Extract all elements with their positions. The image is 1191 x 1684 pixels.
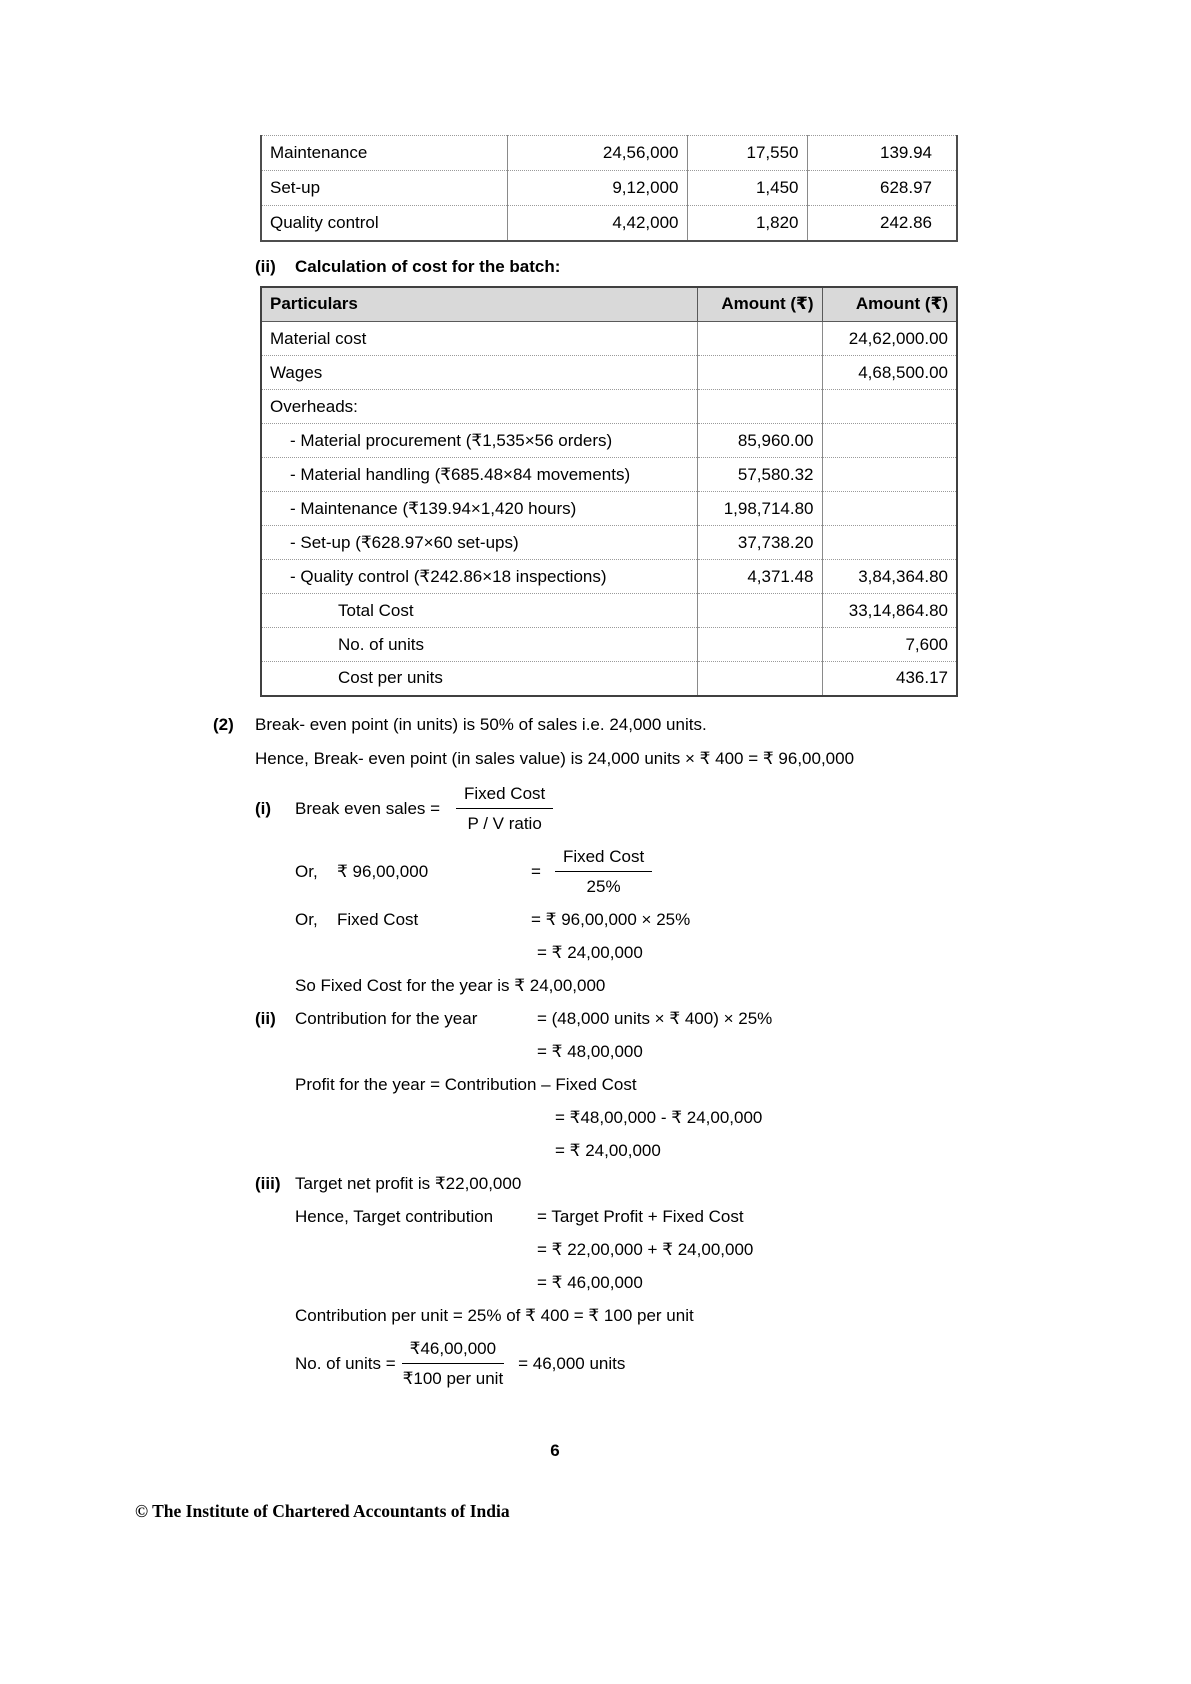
table-row <box>261 136 957 171</box>
point-2 <box>213 713 1191 770</box>
table-cell: 33,14,864.80 <box>822 594 957 628</box>
table-cell: - Set-up (₹628.97×60 set-ups) <box>261 526 697 560</box>
table-header-row <box>261 287 957 322</box>
table-cell <box>697 594 822 628</box>
fraction-numerator: Fixed Cost <box>456 782 553 809</box>
table-row <box>261 390 957 424</box>
table-cell: 3,84,364.80 <box>822 560 957 594</box>
part-i-result <box>255 941 1191 964</box>
table-cell <box>822 526 957 560</box>
table-cell: 4,42,000 <box>507 206 687 241</box>
table-cell: 37,738.20 <box>697 526 822 560</box>
section-marker: (ii) <box>255 256 276 276</box>
equation-lhs: Contribution for the year <box>295 1008 478 1028</box>
overhead-rates-table <box>260 135 958 242</box>
table-cell: Wages <box>261 356 697 390</box>
solution-steps <box>255 782 1191 1390</box>
table-cell: 57,580.32 <box>697 458 822 492</box>
table-cell: Material cost <box>261 322 697 356</box>
equation-result: = ₹ 22,00,000 + ₹ 24,00,000 <box>537 1239 754 1259</box>
batch-cost-table <box>260 286 958 697</box>
conclusion-text: So Fixed Cost for the year is ₹ 24,00,000 <box>295 975 606 995</box>
fraction-denominator: ₹100 per unit <box>402 1368 504 1388</box>
intro-text: Target net profit is ₹22,00,000 <box>295 1173 522 1193</box>
part-ii-calc-1 <box>255 1106 1191 1129</box>
table-row <box>261 424 957 458</box>
table-cell: - Material handling (₹685.48×84 movements) <box>261 458 697 492</box>
part-iii-calc-2 <box>255 1271 1191 1294</box>
table-cell: Total Cost <box>261 594 697 628</box>
part-ii-equation <box>255 1007 1191 1030</box>
table-cell <box>697 628 822 662</box>
equation-lhs: Break even sales = <box>295 798 441 818</box>
fraction <box>555 845 652 898</box>
table-cell <box>822 458 957 492</box>
equation-text: Contribution per unit = 25% of ₹ 400 = ₹ 100 per unit <box>295 1305 694 1325</box>
table-cell: 1,450 <box>687 171 807 206</box>
fraction <box>456 782 553 835</box>
table-cell <box>822 492 957 526</box>
section-heading <box>255 255 1191 278</box>
point-2-line-2: Hence, Break- even point (in sales value) is 24,000 units × ₹ 400 = ₹ 96,00,000 <box>255 748 855 768</box>
table-row <box>261 322 957 356</box>
part-i-or-2 <box>255 908 1191 931</box>
table-cell <box>697 322 822 356</box>
section-title: Calculation of cost for the batch: <box>295 256 561 276</box>
table-cell: 1,98,714.80 <box>697 492 822 526</box>
table-row <box>261 594 957 628</box>
part-i-marker: (i) <box>255 798 272 818</box>
table-cell <box>697 356 822 390</box>
table-cell: 24,56,000 <box>507 136 687 171</box>
equation-text: Profit for the year = Contribution – Fixed Cost <box>295 1074 637 1094</box>
table-cell: Set-up <box>261 171 507 206</box>
table-cell <box>822 390 957 424</box>
part-iii-marker: (iii) <box>255 1173 281 1193</box>
equation-lhs: ₹ 96,00,000 <box>337 861 429 881</box>
table-cell: Maintenance <box>261 136 507 171</box>
table-cell: Cost per units <box>261 662 697 696</box>
equation-result: = ₹ 24,00,000 <box>537 942 643 962</box>
part-ii-marker: (ii) <box>255 1008 276 1028</box>
part-iii-intro <box>255 1172 1191 1195</box>
units-equation <box>255 1337 1191 1390</box>
table-row <box>261 356 957 390</box>
part-i-equation <box>255 782 1191 835</box>
table-cell <box>822 424 957 458</box>
fraction-denominator: 25% <box>586 876 621 896</box>
column-header: Amount (₹) <box>822 287 957 322</box>
part-i-conclusion <box>255 974 1191 997</box>
equation-result: = ₹ 48,00,000 <box>537 1041 643 1061</box>
table-row <box>261 628 957 662</box>
equation-rhs: = (48,000 units × ₹ 400) × 25% <box>537 1008 773 1028</box>
table-cell <box>697 390 822 424</box>
table-cell: 9,12,000 <box>507 171 687 206</box>
table-cell: Quality control <box>261 206 507 241</box>
table-row <box>261 206 957 241</box>
table-cell: 242.86 <box>807 206 957 241</box>
table-cell: 17,550 <box>687 136 807 171</box>
fraction-numerator: Fixed Cost <box>555 845 652 872</box>
part-ii-profit-line <box>255 1073 1191 1096</box>
table-cell: 4,371.48 <box>697 560 822 594</box>
table-row <box>261 526 957 560</box>
part-i-or-1 <box>255 845 1191 898</box>
table-row <box>261 458 957 492</box>
part-ii-result <box>255 1040 1191 1063</box>
point-2-marker: (2) <box>213 714 234 734</box>
table-cell: 85,960.00 <box>697 424 822 458</box>
table-cell: 139.94 <box>807 136 957 171</box>
table-cell: - Maintenance (₹139.94×1,420 hours) <box>261 492 697 526</box>
equation-rhs: = Target Profit + Fixed Cost <box>537 1206 744 1226</box>
table-cell: 24,62,000.00 <box>822 322 957 356</box>
table-row <box>261 560 957 594</box>
equation-result: = ₹ 24,00,000 <box>555 1140 661 1160</box>
equation-result: = 46,000 units <box>518 1353 626 1373</box>
part-iii-calc-1 <box>255 1238 1191 1261</box>
equation-result: = ₹ 46,00,000 <box>537 1272 643 1292</box>
page-number: 6 <box>550 1441 560 1460</box>
table-cell: No. of units <box>261 628 697 662</box>
table-cell: 1,820 <box>687 206 807 241</box>
copyright-footer: © The Institute of Chartered Accountants of India <box>135 1501 510 1521</box>
or-label: Or, <box>295 861 318 881</box>
fraction-denominator: P / V ratio <box>467 813 542 833</box>
equation-rhs: = ₹ 96,00,000 × 25% <box>531 909 691 929</box>
fraction-numerator: ₹46,00,000 <box>402 1337 504 1364</box>
equation-lhs: Hence, Target contribution <box>295 1206 494 1226</box>
fraction <box>402 1337 504 1390</box>
part-ii-calc-2 <box>255 1139 1191 1162</box>
table-cell: 628.97 <box>807 171 957 206</box>
equals-sign: = <box>531 861 541 881</box>
equation-lhs: No. of units = <box>295 1353 396 1373</box>
equation-result: = ₹48,00,000 - ₹ 24,00,000 <box>555 1107 763 1127</box>
or-label: Or, <box>295 909 318 929</box>
part-iii-equation <box>255 1205 1191 1228</box>
table-cell: 7,600 <box>822 628 957 662</box>
table-cell: - Material procurement (₹1,535×56 orders) <box>261 424 697 458</box>
table-cell: 436.17 <box>822 662 957 696</box>
contribution-per-unit-line <box>255 1304 1191 1327</box>
column-header: Particulars <box>261 287 697 322</box>
table-cell <box>697 662 822 696</box>
table-cell: Overheads: <box>261 390 697 424</box>
table-row <box>261 492 957 526</box>
table-cell: 4,68,500.00 <box>822 356 957 390</box>
point-2-line-1 <box>213 713 1191 736</box>
table-row <box>261 662 957 696</box>
equation-lhs: Fixed Cost <box>337 909 419 929</box>
table-cell: - Quality control (₹242.86×18 inspections) <box>261 560 697 594</box>
column-header: Amount (₹) <box>697 287 822 322</box>
table-row <box>261 171 957 206</box>
point-2-text: Break- even point (in units) is 50% of sales i.e. 24,000 units. <box>255 714 707 734</box>
